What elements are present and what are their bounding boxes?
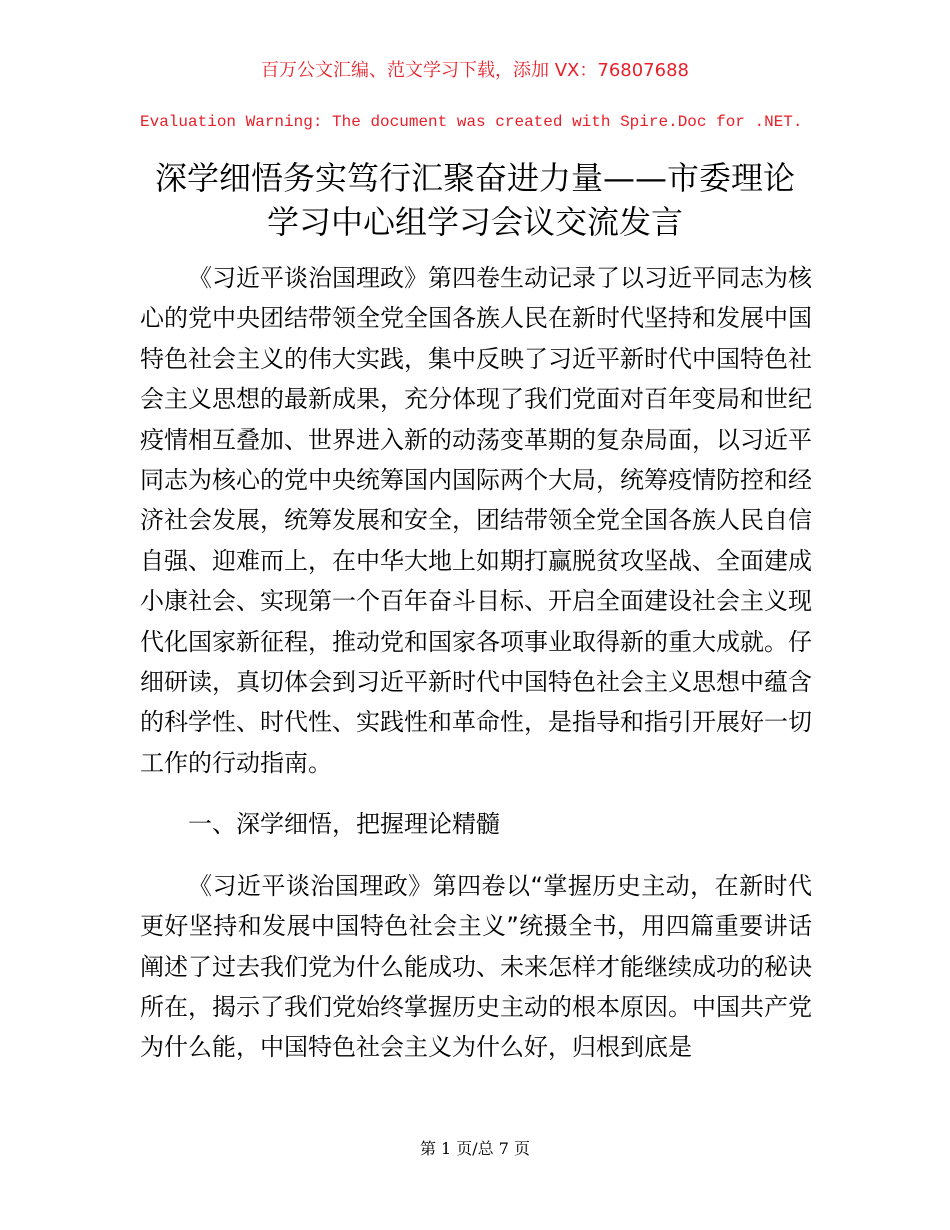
section-heading-1: 一、深学细悟，把握理论精髓 [188,810,500,839]
title-line-1: 深学细悟务实笃行汇聚奋进力量——市委理论 [154,159,795,197]
paragraph-2: 《习近平谈治国理政》第四卷以“掌握历史主动，在新时代更好坚持和发展中国特色社会主义”统摄全书，用四篇重要讲话阐述了过去我们党为什么能成功、未来怎样才能继续成功的秘诀所在，揭示了我们党始终掌握历史主动的根本原因。中国共产党为什么能，中国特色社会主义为什么好，归根到底是 [140,871,812,1062]
document-title [100,156,850,244]
paragraph-1: 《习近平谈治国理政》第四卷生动记录了以习近平同志为核心的党中央团结带领全党全国各族人民在新时代坚持和发展中国特色社会主义的伟大实践，集中反映了习近平新时代中国特色社会主义思想的最新成果，充分体现了我们党面对百年变局和世纪疫情相互叠加、世界进入新的动荡变革期的复杂局面，以习近平同志为核心的党中央统筹国内国际两个大局，统筹疫情防控和经济社会发展，统筹发展和安全，团结带领全党全国各族人民自信自强、迎难而上，在中华大地上如期打赢脱贫攻坚战、全面建成小康社会、实现第一个百年奋斗目标、开启全面建设社会主义现代化国家新征程，推动党和国家各项事业取得新的重大成就。仔细研读，真切体会到习近平新时代中国特色社会主义思想中蕴含的科学性、时代性、实践性和革命性，是指导和指引开展好一切工作的行动指南。 [140,264,812,777]
evaluation-warning: Evaluation Warning: The document was created with Spire.Doc for .NET. [140,113,803,131]
title-line-2: 学习中心组学习会议交流发言 [266,203,683,241]
page-footer: 第 1 页/总 7 页 [419,1139,531,1158]
header-note: 百万公文汇编、范文学习下载，添加 VX：76807688 [261,60,689,81]
document-body [140,258,812,1068]
